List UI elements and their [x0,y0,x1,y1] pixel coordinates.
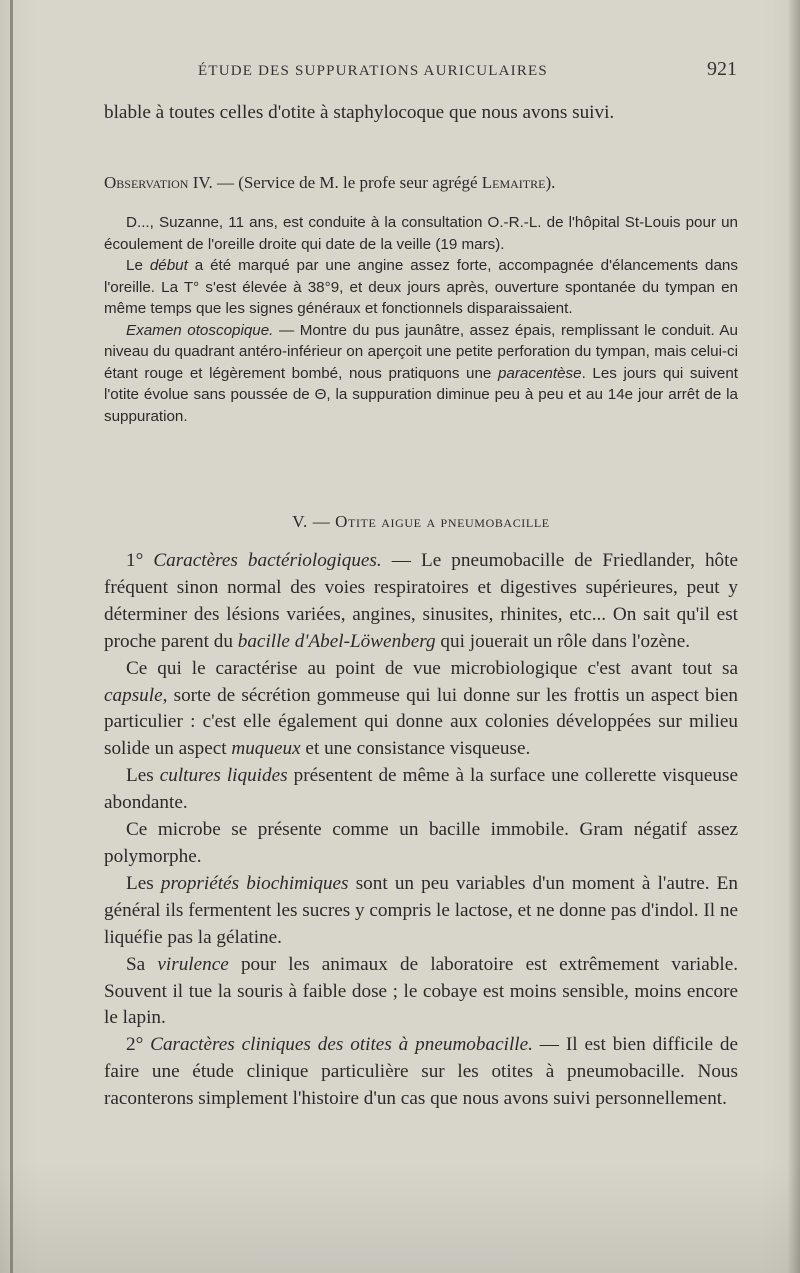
case-paragraph-otoscopy: Examen otoscopique. — Montre du pus jaunâtre, assez épais, remplissant le conduit. Au niveau du quadrant antéro-inférieur on aperçoit une petite perforation du tympan, mais celui-ci étant rouge et légèrement bombé, nous pratiquons une paracentèse. Les jours qui suivent l'otite évolue sans poussée de Θ, la suppuration diminue peu à peu et au 14e jour arrêt de la suppuration. [104,321,739,425]
binding-shadow [10,0,13,1273]
paragraph-clinical: 2° Caractères cliniques des otites à pneumobacille. — Il est bien difficile de faire une étude clinique particulière sur les otites à pneumobacille. Nous raconterons simplement l'histoire d'un cas que nous avons suivi personnellement. [104,1034,738,1110]
observation-label: Observation IV. [104,173,213,192]
section-numeral: V. [292,512,308,531]
service-head-name: Lemaitre [481,173,546,192]
continuation-text [104,100,738,127]
case-report [104,212,738,427]
observation-heading: Observation IV. — (Service de M. le profe seur agrégé Lemaitre). [104,173,556,192]
paragraph-biochemistry: Les propriétés biochimiques sont un peu variables d'un moment à l'autre. En général ils fermentent les sucres y compris le lactose, et ne donne pas d'indol. Il ne liquéfie pas la gélatine. [104,872,738,948]
paragraph-cultures: Les cultures liquides présentent de même à la surface une collerette visqueuse abondante. [104,765,738,814]
case-paragraph-patient: D..., Suzanne, 11 ans, est conduite à la consultation O.-R.-L. de l'hôpital St-Louis pour un écoulement de l'oreille droite qui date de la veille (19 mars). [104,214,738,253]
section-body [104,548,738,1113]
observation-service: (Service de M. le profe seur agrégé [238,173,482,192]
paragraph-morphology: Ce microbe se présente comme un bacille immobile. Gram négatif assez polymorphe. [104,819,738,867]
page-shading [0,1163,800,1273]
section-heading: V. — Otite aigue a pneumobacille [292,512,550,531]
running-title: ÉTUDE DES SUPPURATIONS AURICULAIRES [198,63,548,79]
page-edge [788,0,800,1273]
continuation-paragraph: blable à toutes celles d'otite à staphylocoque que nous avons suivi. [104,102,615,123]
paragraph-bacteriology: 1° Caractères bactériologiques. — Le pneumobacille de Friedlander, hôte fréquent sinon normal des voies respiratoires et digestives supérieures, peut y déterminer des lésions variées, angines, sinusites, rhinites, etc... On sait qu'il est proche parent du bacille d'Abel-Löwenberg qui jouerait un rôle dans l'ozène. [104,550,738,652]
section-title: Otite aigue a pneumobacille [335,512,550,531]
page-number: 921 [707,58,737,80]
running-header [105,58,737,81]
paragraph-capsule: Ce qui le caractérise au point de vue microbiologique c'est avant tout sa capsule, sorte de sécrétion gommeuse qui lui donne sur les frottis un aspect bien particulier : c'est elle également qui donne aux colonies développées sur milieu solide un aspect muqueux et une consistance visqueuse. [104,657,738,760]
case-paragraph-onset: Le début a été marqué par une angine assez forte, accompagnée d'élancements dans l'oreille. La T° s'est élevée à 38°9, et deux jours après, ouverture spontanée du tympan en même temps que les signes généraux et fonctionnels disparaissaient. [104,257,738,317]
paragraph-virulence: Sa virulence pour les animaux de laboratoire est extrêmement variable. Souvent il tue la souris à faible dose ; le cobaye est moins sensible, moins encore le lapin. [104,953,739,1029]
